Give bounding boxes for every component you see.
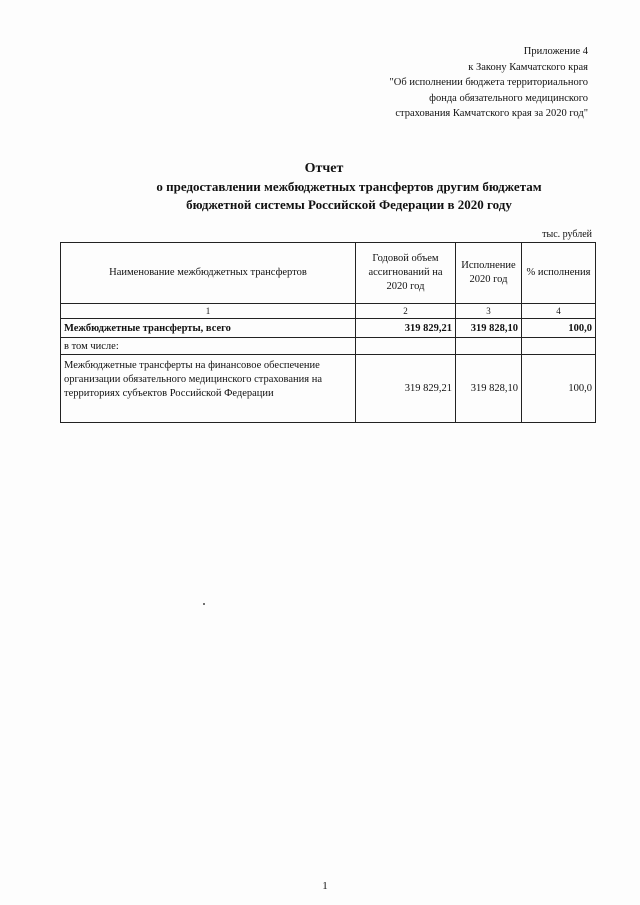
appendix-line: "Об исполнении бюджета территориального: [389, 77, 588, 88]
total-row: [61, 319, 596, 338]
scan-speck: [203, 603, 205, 605]
appendix-line: к Закону Камчатского края: [468, 61, 588, 73]
title-line-2: о предоставлении межбюджетных трансфертов другим бюджетам: [156, 179, 542, 194]
row-actual: 319 828,10: [456, 355, 522, 423]
empty-cell: [456, 338, 522, 355]
transfers-table: [60, 242, 596, 423]
report-title: [0, 160, 640, 214]
units-label: тыс. рублей: [542, 229, 592, 240]
row-percent: 100,0: [522, 355, 596, 423]
row-name: Межбюджетные трансферты на финансовое обеспечение организации обязательного медицинского страхования на территориях субъектов Российской Федерации: [61, 355, 356, 423]
total-name: Межбюджетные трансферты, всего: [61, 319, 356, 338]
total-plan: 319 829,21: [356, 319, 456, 338]
column-number-row: [61, 304, 596, 319]
header-name: Наименование межбюджетных трансфертов: [61, 243, 356, 304]
total-actual: 319 828,10: [456, 319, 522, 338]
appendix-line: страхования Камчатского края за 2020 год": [395, 108, 588, 119]
appendix-line: фонда обязательного медицинского: [429, 92, 588, 104]
including-label: в том числе:: [61, 338, 356, 355]
appendix-line: Приложение 4: [523, 46, 588, 57]
page-number: 1: [322, 880, 328, 892]
column-number: 1: [61, 304, 356, 319]
column-number: 4: [522, 304, 596, 319]
header-percent: % исполнения: [522, 243, 596, 304]
total-percent: 100,0: [522, 319, 596, 338]
title-line-3: бюджетной системы Российской Федерации в 2020 году: [186, 197, 512, 212]
appendix-note: [389, 44, 588, 122]
empty-cell: [522, 338, 596, 355]
title-line-1: Отчет: [304, 161, 344, 176]
including-row: [61, 338, 596, 355]
column-number: 3: [456, 304, 522, 319]
header-actual: Исполнение 2020 год: [456, 243, 522, 304]
column-number: 2: [356, 304, 456, 319]
empty-cell: [356, 338, 456, 355]
table-header-row: [61, 243, 596, 304]
header-plan: Годовой объем ассигнований на 2020 год: [356, 243, 456, 304]
table-row: [61, 355, 596, 423]
row-plan: 319 829,21: [356, 355, 456, 423]
